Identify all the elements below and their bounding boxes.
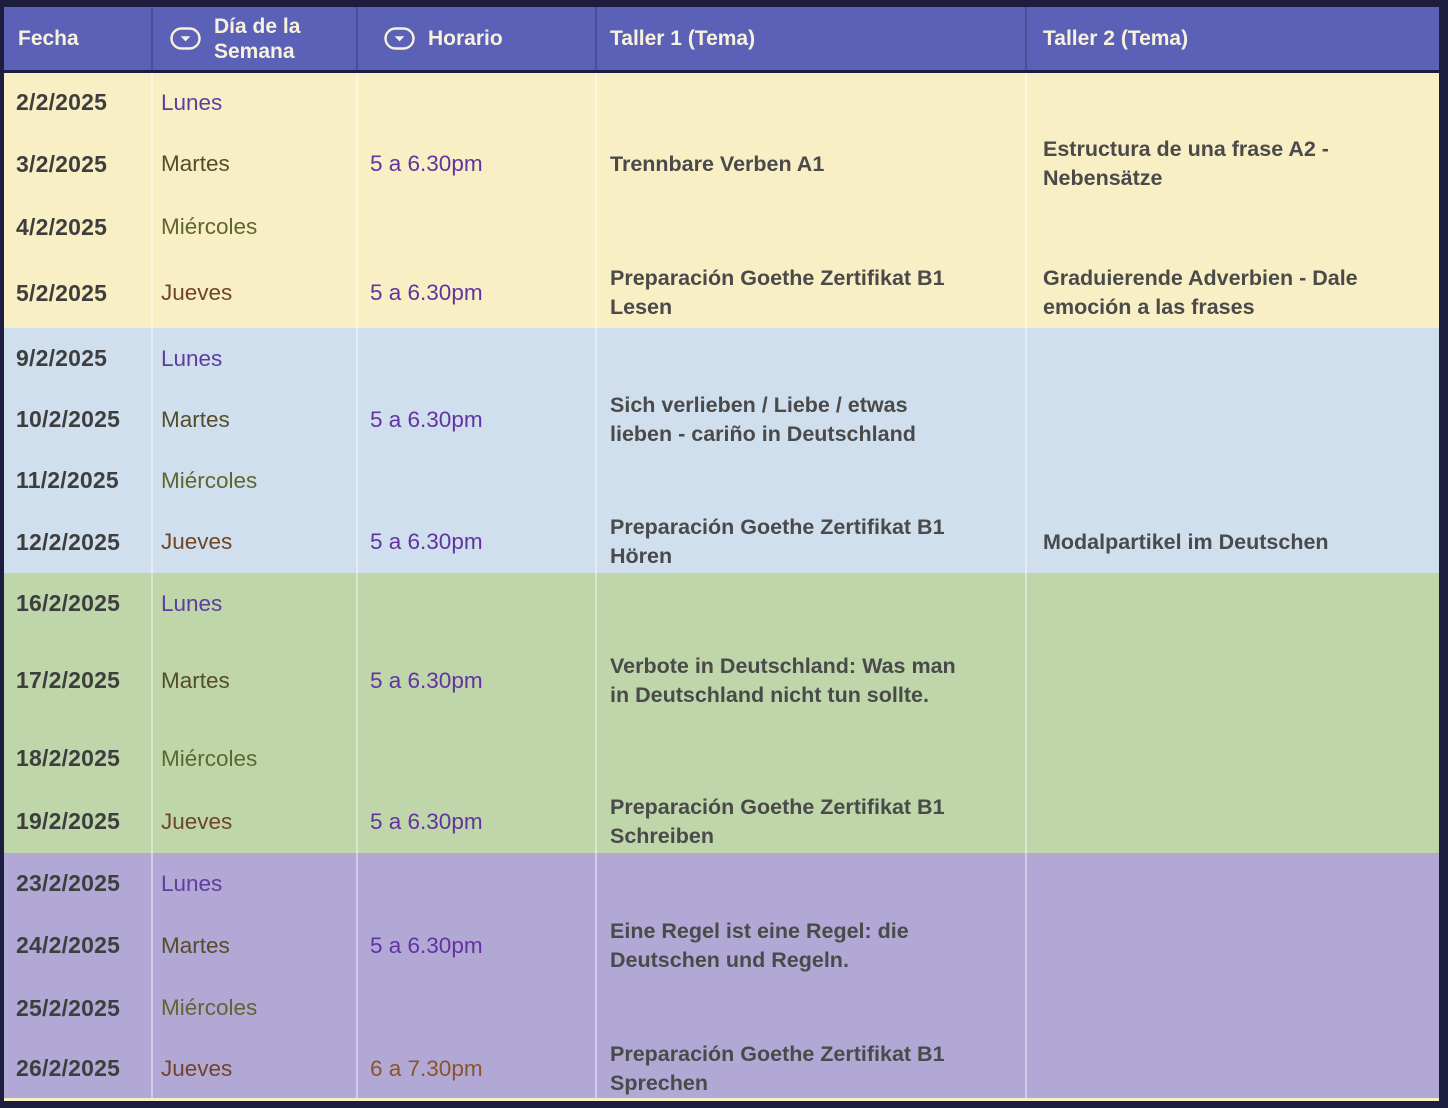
cell-fecha: 3/2/2025 bbox=[4, 132, 153, 196]
cell-fecha: 10/2/2025 bbox=[4, 389, 153, 450]
cell-taller1 bbox=[597, 73, 1027, 132]
cell-taller2 bbox=[1027, 1039, 1439, 1098]
cell-taller1: Sich verlieben / Liebe / etwas lieben - cariño in Deutschland bbox=[597, 389, 1027, 450]
cell-dia: Jueves bbox=[153, 790, 358, 853]
cell-taller2: Estructura de una frase A2 - Nebensätze bbox=[1043, 137, 1329, 190]
cell-taller2 bbox=[1027, 196, 1439, 258]
cell-fecha: 2/2/2025 bbox=[4, 73, 153, 132]
cell-dia: Martes bbox=[153, 914, 358, 977]
cell-taller2 bbox=[1027, 634, 1439, 727]
week-group-2 bbox=[4, 328, 1439, 573]
cell-fecha: 12/2/2025 bbox=[4, 511, 153, 573]
table-row bbox=[4, 977, 1439, 1039]
cell-taller2 bbox=[1027, 914, 1439, 977]
table-row bbox=[4, 389, 1439, 450]
cell-taller1: Eine Regel ist eine Regel: die Deutschen und Regeln. bbox=[597, 914, 1027, 977]
table-row bbox=[4, 914, 1439, 977]
cell-fecha: 9/2/2025 bbox=[4, 328, 153, 389]
cell-taller1: Preparación Goethe Zertifikat B1 Hören bbox=[597, 511, 1027, 573]
cell-fecha: 18/2/2025 bbox=[4, 727, 153, 790]
cell-dia: Miércoles bbox=[153, 196, 358, 258]
table-row bbox=[4, 328, 1439, 389]
cell-horario bbox=[358, 977, 597, 1039]
column-header-label: Taller 2 (Tema) bbox=[1043, 27, 1189, 50]
cell-horario bbox=[358, 73, 597, 132]
cell-horario: 6 a 7.30pm bbox=[358, 1039, 597, 1098]
table-row bbox=[4, 511, 1439, 573]
table-row bbox=[4, 73, 1439, 132]
cell-horario bbox=[358, 573, 597, 634]
table-row bbox=[4, 634, 1439, 727]
column-header-label: Taller 1 (Tema) bbox=[610, 27, 756, 50]
cell-taller1 bbox=[597, 853, 1027, 914]
cell-dia: Jueves bbox=[153, 1039, 358, 1098]
cell-taller1: Preparación Goethe Zertifikat B1 Sprechen bbox=[597, 1039, 1027, 1098]
cell-horario bbox=[358, 853, 597, 914]
cell-dia: Lunes bbox=[153, 73, 358, 132]
cell-horario bbox=[358, 328, 597, 389]
table-row bbox=[4, 1039, 1439, 1098]
cell-taller2 bbox=[1027, 977, 1439, 1039]
cell-horario: 5 a 6.30pm bbox=[358, 132, 597, 196]
cell-dia: Jueves bbox=[153, 258, 358, 328]
column-header-dia-semana[interactable] bbox=[153, 7, 358, 70]
cell-taller1 bbox=[597, 196, 1027, 258]
column-header-fecha bbox=[4, 7, 153, 70]
dropdown-circle-icon[interactable] bbox=[170, 27, 201, 50]
cell-fecha: 16/2/2025 bbox=[4, 573, 153, 634]
cell-taller1 bbox=[597, 450, 1027, 511]
cell-taller2 bbox=[1027, 328, 1439, 389]
cell-dia: Miércoles bbox=[153, 450, 358, 511]
table-header bbox=[4, 7, 1439, 73]
table-row bbox=[4, 196, 1439, 258]
cell-taller1: Preparación Goethe Zertifikat B1 Lesen bbox=[597, 258, 1027, 328]
cell-dia: Jueves bbox=[153, 511, 358, 573]
cell-taller1: Verbote in Deutschland: Was man in Deutschland nicht tun sollte. bbox=[597, 634, 1027, 727]
cell-taller2 bbox=[1027, 73, 1439, 132]
table-row bbox=[4, 853, 1439, 914]
cell-horario bbox=[358, 196, 597, 258]
cell-horario: 5 a 6.30pm bbox=[358, 634, 597, 727]
table-row bbox=[4, 258, 1439, 328]
cell-dia: Miércoles bbox=[153, 727, 358, 790]
table-row bbox=[4, 132, 1439, 196]
cell-horario bbox=[358, 727, 597, 790]
cell-dia: Lunes bbox=[153, 328, 358, 389]
cell-fecha: 19/2/2025 bbox=[4, 790, 153, 853]
cell-taller2 bbox=[1027, 573, 1439, 634]
cell-taller1 bbox=[597, 573, 1027, 634]
column-header-label: Día de la Semana bbox=[214, 14, 301, 63]
column-header-taller2 bbox=[1027, 7, 1439, 70]
cell-horario: 5 a 6.30pm bbox=[358, 389, 597, 450]
cell-fecha: 26/2/2025 bbox=[4, 1039, 153, 1098]
table-row bbox=[4, 790, 1439, 853]
table-row bbox=[4, 450, 1439, 511]
cell-horario: 5 a 6.30pm bbox=[358, 511, 597, 573]
cell-fecha: 17/2/2025 bbox=[4, 634, 153, 727]
cell-dia: Martes bbox=[153, 132, 358, 196]
cell-horario bbox=[358, 450, 597, 511]
column-header-label: Horario bbox=[428, 27, 503, 50]
schedule-table bbox=[4, 7, 1439, 1101]
cell-dia: Martes bbox=[153, 389, 358, 450]
cell-dia: Lunes bbox=[153, 573, 358, 634]
cell-fecha: 24/2/2025 bbox=[4, 914, 153, 977]
cell-horario: 5 a 6.30pm bbox=[358, 790, 597, 853]
cell-taller1: Preparación Goethe Zertifikat B1 Schreiben bbox=[597, 790, 1027, 853]
dropdown-circle-icon[interactable] bbox=[384, 27, 415, 50]
table-row bbox=[4, 573, 1439, 634]
cell-taller1: Trennbare Verben A1 bbox=[597, 132, 1027, 196]
cell-taller2 bbox=[1027, 450, 1439, 511]
cell-taller1 bbox=[597, 977, 1027, 1039]
cell-horario: 5 a 6.30pm bbox=[358, 914, 597, 977]
cell-taller2 bbox=[1027, 727, 1439, 790]
column-header-label: Fecha bbox=[18, 27, 79, 50]
cell-taller2 bbox=[1027, 790, 1439, 853]
cell-taller1 bbox=[597, 727, 1027, 790]
table-row bbox=[4, 727, 1439, 790]
cell-fecha: 5/2/2025 bbox=[4, 258, 153, 328]
cell-dia: Miércoles bbox=[153, 977, 358, 1039]
cell-taller1 bbox=[597, 328, 1027, 389]
cell-taller2 bbox=[1027, 853, 1439, 914]
cell-fecha: 23/2/2025 bbox=[4, 853, 153, 914]
cell-taller2: Graduierende Adverbien - Dale emoción a las frases bbox=[1043, 266, 1358, 319]
week-group-4 bbox=[4, 853, 1439, 1098]
cell-dia: Lunes bbox=[153, 853, 358, 914]
cell-fecha: 25/2/2025 bbox=[4, 977, 153, 1039]
cell-fecha: 11/2/2025 bbox=[4, 450, 153, 511]
cell-taller2 bbox=[1027, 389, 1439, 450]
column-header-taller1 bbox=[597, 7, 1027, 70]
week-group-3 bbox=[4, 573, 1439, 853]
column-header-horario[interactable] bbox=[358, 7, 597, 70]
cell-horario: 5 a 6.30pm bbox=[358, 258, 597, 328]
cell-fecha: 4/2/2025 bbox=[4, 196, 153, 258]
cell-dia: Martes bbox=[153, 634, 358, 727]
cell-taller2: Modalpartikel im Deutschen bbox=[1043, 529, 1329, 554]
week-group-1 bbox=[4, 73, 1439, 328]
